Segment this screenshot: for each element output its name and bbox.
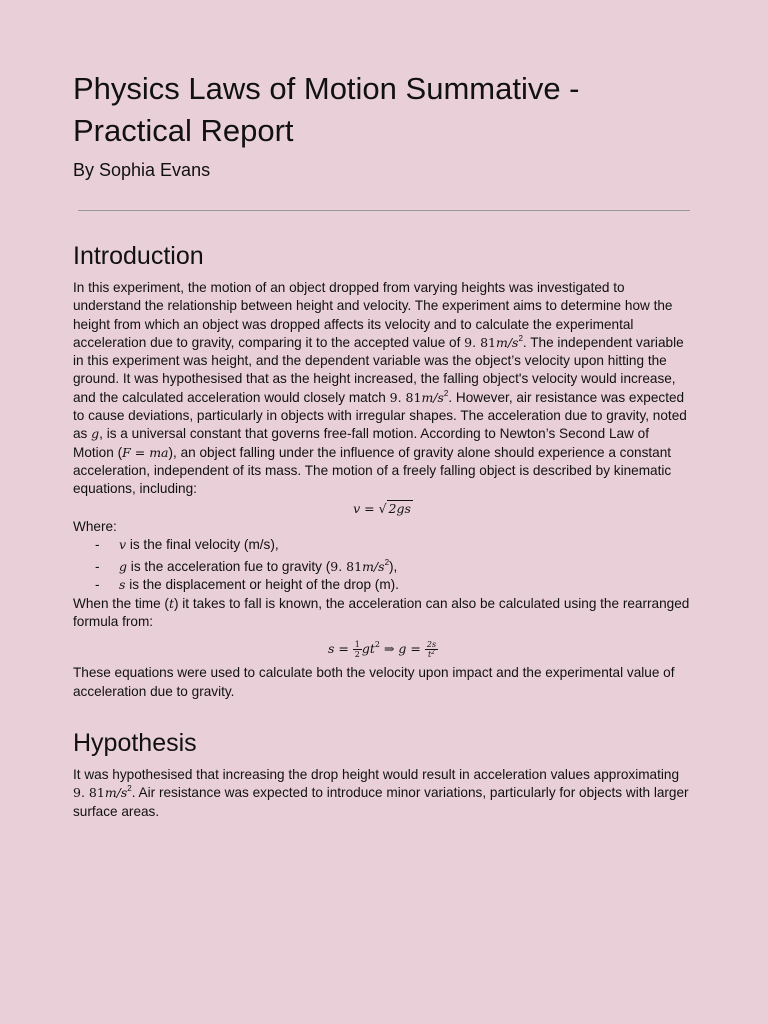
eq2-s: s = [327, 641, 353, 657]
introduction-heading: Introduction [73, 242, 204, 270]
symbol: v [119, 536, 127, 552]
author-line: By Sophia Evans [73, 160, 211, 180]
gravity-value: 9. 81 [389, 389, 422, 405]
title-divider [78, 210, 690, 211]
fraction-denominator [425, 650, 438, 659]
list-item [73, 576, 693, 594]
list-dash: - [95, 536, 100, 552]
where-label: Where: [73, 518, 117, 534]
intro-text-4: , is a universal constant that governs free-fall motion. According to Newton’s Second Law of Motion ( [73, 426, 649, 460]
hypothesis-text-1: It was hypothesised that increasing the drop height would result in acceleration values approximating [73, 766, 680, 782]
gravity-value: 9. 81 [330, 559, 363, 575]
list-text: is the displacement or height of the drop (m). [125, 577, 399, 593]
time-text-1: When the time ( [73, 595, 169, 611]
velocity-equation: v = √ 2gs [353, 500, 411, 516]
time-paragraph [73, 595, 693, 632]
exponent: 2 [384, 558, 390, 568]
exponent: 2 [127, 784, 132, 794]
equations-summary: These equations were used to calculate both the velocity upon impact and the experimental value of acceleration due to gravity. [73, 665, 675, 699]
symbol: g [119, 559, 128, 575]
hypothesis-text-2: . Air resistance was expected to introduce minor variations, particularly for objects with larger surface areas. [73, 785, 689, 819]
symbol: s [119, 577, 126, 593]
time-text-2: ) it takes to fall is known, the acceleration can also be calculated using the rearranged formula from: [73, 595, 690, 630]
gravity-unit: m/s [362, 559, 385, 575]
intro-text-2: . The independent variable in this experiment was height, and the dependent variable was the object’s velocity upon hitting the ground. It was hypothesised that as the height increased, the falling object's velocity would increase, and the calculated acceleration would closely match [73, 334, 684, 405]
fraction-numerator: 1 [354, 640, 360, 650]
gravity-unit: m/s [104, 785, 128, 801]
eq1-lhs: v = [353, 500, 379, 516]
gravity-unit: m/s [495, 334, 519, 350]
list-dash: - [95, 559, 100, 575]
hypothesis-paragraph [73, 766, 693, 821]
gravity-value: 9. 81 [73, 785, 105, 801]
eq2-gt: gt [361, 641, 375, 657]
exponent: 2 [443, 388, 449, 398]
denominator-t: t [427, 650, 432, 660]
intro-text-3: . However, air resistance was expected to cause deviations, particularly in objects with irregular shapes. The acceleration due to gravity, noted as [73, 389, 687, 442]
document-content [73, 68, 693, 821]
eq1-radicand: 2gs [388, 500, 411, 516]
exponent: 2 [431, 649, 435, 657]
fraction-denominator: 2 [354, 650, 360, 660]
intro-text-1: In this experiment, the motion of an object dropped from varying heights was investigated to understand the relationship between height and velocity. The experiment aims to determine how the height from which an object was dropped affects its velocity and to calculate the experimental acceleration due to gravity, comparing it to the accepted value of [73, 280, 673, 350]
list-text: is the final velocity (m/s), [126, 536, 279, 552]
newton-equation: F = ma [122, 444, 169, 460]
variable-list [73, 536, 693, 595]
list-item [73, 558, 693, 576]
displacement-equation [73, 639, 693, 659]
list-dash: - [95, 577, 100, 593]
list-item [73, 536, 693, 554]
fraction-numerator: 2s [426, 640, 437, 650]
gravity-unit: m/s [421, 389, 444, 405]
symbol-t: t [168, 595, 174, 611]
hypothesis-heading: Hypothesis [73, 728, 197, 757]
symbol-g: g [91, 426, 100, 442]
exponent: 2 [374, 640, 380, 650]
intro-text-5: ), an object falling under the influence of gravity alone should experience a constant acceleration, independent of its mass. The motion of a freely falling object is described by kinematic equations, including: [73, 444, 672, 497]
gravity-value: 9. 81 [464, 334, 496, 350]
g-fraction [425, 640, 438, 659]
document-title: Physics Laws of Motion Summative - Practical Report [73, 71, 580, 148]
eq2-g: g = [398, 641, 425, 657]
list-tail: ), [389, 559, 398, 575]
list-text: is the acceleration fue to gravity ( [127, 559, 331, 575]
half-fraction [353, 640, 362, 659]
exponent: 2 [518, 333, 523, 343]
introduction-paragraph [73, 279, 693, 499]
implies-arrow: ⇒ [380, 641, 399, 657]
